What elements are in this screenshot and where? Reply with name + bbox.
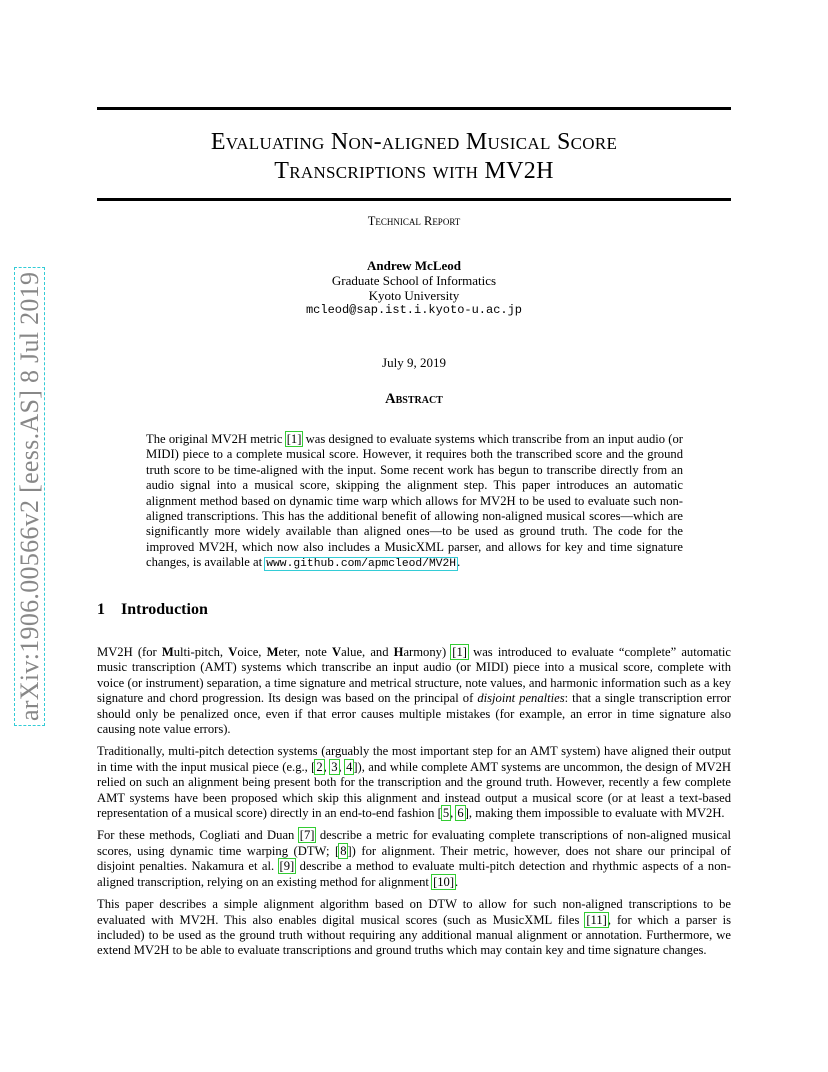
author-name: Andrew McLeod bbox=[366, 258, 461, 273]
author-affiliation-school: Graduate School of Informatics bbox=[331, 273, 497, 288]
paragraph-2 bbox=[97, 744, 731, 821]
text-run: , bbox=[450, 806, 457, 821]
section-heading bbox=[97, 601, 731, 619]
abstract-text bbox=[146, 432, 683, 573]
text-run: Traditionally, multi-pitch detection systems (arguably the most important step for an AMT system) have aligned their output in time with the input musical piece (e.g., [ bbox=[97, 744, 731, 774]
text-run: This paper describes a simple alignment algorithm based on DTW to allow for such non-aligned transcriptions to be evaluated with MV2H. This also enables digital musical scores (such as MusicXML files bbox=[97, 897, 731, 927]
paragraph-3 bbox=[97, 828, 731, 890]
paragraph-4 bbox=[97, 897, 731, 959]
text-run: was introduced to evaluate “complete” automatic music transcription (AMT) systems which transcribe an input audio (or MIDI) piece into a musical score, complete with voice (or instrument) separation, a time signature and metrical structure, note values, and harmonic information such as a key signature and chord progression. Its design was based on the principal of bbox=[97, 645, 731, 706]
text-run: describe a method to evaluate multi-pitch detection and rhythmic aspects of a non-aligned transcription, relying on an existing method for alignment bbox=[97, 859, 731, 889]
citation-link[interactable]: 2 bbox=[316, 759, 323, 774]
section-body bbox=[97, 645, 731, 966]
bold-letter: M bbox=[161, 645, 174, 659]
abstract-heading: Abstract bbox=[385, 391, 443, 407]
abstract-text-2: was designed to evaluate systems which transcribe from an input audio (or MIDI) piece to a complete musical score. However, it requires both the transcribed score and the ground truth score to be time-aligned with the input. Some recent work has begun to transcribe directly from an audio signal into a musical score, skipping the alignment step. This paper introduces an automatic alignment method based on dynamic time warp which allows for MV2H to be used to evaluate such non-aligned transcriptions. This has the additional benefit of allowing non-aligned musical scores—which are significantly more widely available than aligned ones—to be used as ground truth. The code for the improved MV2H, which now also includes a MusicXML parser, and allows for key and time signature changes, is available at bbox=[146, 432, 683, 570]
citation-link[interactable]: [1] bbox=[286, 432, 302, 446]
text-run: ]), and while complete AMT systems are uncommon, the design of MV2H relied on such an alignment being present both for the transcription and the ground truth. However, recently a few complete AMT systems have been proposed which skip this alignment and instead output a musical score (or at least a text-based representation of a musical score) directly in an end-to-end fashion [ bbox=[97, 759, 732, 821]
section-number: 1 bbox=[97, 601, 105, 618]
text-run: armony) bbox=[403, 645, 452, 659]
author-email[interactable]: mcleod@sap.ist.i.kyoto-u.ac.jp bbox=[305, 303, 523, 317]
citation-link[interactable]: 6 bbox=[457, 806, 464, 821]
text-run: . bbox=[455, 874, 459, 889]
citation-link[interactable]: 8 bbox=[340, 843, 347, 858]
text-run: : that a single transcription error should only be penalized once, even if that error causes multiple mistakes (for example, an error in time signature also causing note value errors). bbox=[97, 691, 731, 737]
text-run: eter, note bbox=[278, 645, 332, 659]
bold-letter: V bbox=[228, 645, 238, 659]
github-url-link[interactable]: www.github.com/apmcleod/MV2H bbox=[266, 558, 457, 571]
report-type: Technical Report bbox=[367, 214, 461, 228]
abstract-text-1: The original MV2H metric bbox=[146, 432, 286, 446]
title-rule-top bbox=[97, 107, 731, 110]
paragraph-1 bbox=[97, 645, 731, 737]
text-run: For these methods, Cogliati and Duan bbox=[97, 828, 299, 843]
author-block bbox=[97, 258, 731, 318]
text-run: oice, bbox=[237, 645, 267, 659]
arxiv-identifier[interactable]: arXiv:1906.00566v2 [eess.AS] 8 Jul 2019 bbox=[14, 267, 45, 726]
text-run: ], making them impossible to evaluate with MV2H. bbox=[464, 806, 725, 821]
author-affiliation-university: Kyoto University bbox=[368, 288, 460, 303]
paper-date: July 9, 2019 bbox=[382, 355, 446, 370]
text-run: , for which a parser is included) to be used as the ground truth without requiring any additional manual alignment or annotation. Furthermore, we extend MV2H to be able to evaluate transcriptions and ground truths which may contain key and time signature changes. bbox=[97, 912, 732, 958]
section-title: Introduction bbox=[121, 601, 208, 618]
citation-link[interactable]: [10] bbox=[433, 874, 455, 889]
text-run: , bbox=[323, 759, 331, 774]
citation-link[interactable]: [9] bbox=[279, 859, 295, 874]
title-rule-bottom bbox=[97, 198, 731, 201]
title-line-2: Transcriptions with MV2H bbox=[274, 158, 554, 184]
citation-link[interactable]: 3 bbox=[331, 759, 338, 774]
citation-link[interactable]: 5 bbox=[442, 806, 450, 821]
emphasis-term: disjoint penalties bbox=[477, 691, 565, 706]
abstract-text-3: . bbox=[457, 555, 461, 570]
bold-letter: V bbox=[331, 645, 342, 659]
text-run: alue, and bbox=[341, 645, 394, 659]
citation-link[interactable]: [11] bbox=[586, 912, 607, 927]
text-run: describe a metric for evaluating complete transcriptions of non-aligned musical scores, using dynamic time warping (DTW; [ bbox=[97, 828, 731, 858]
bold-letter: M bbox=[266, 645, 279, 659]
text-run: , bbox=[338, 759, 346, 774]
citation-link[interactable]: [7] bbox=[299, 828, 315, 843]
text-run: ulti-pitch, bbox=[173, 645, 229, 659]
citation-link[interactable]: [1] bbox=[452, 645, 467, 659]
text-run: MV2H (for bbox=[97, 645, 162, 659]
paper-title bbox=[97, 128, 731, 186]
text-run: ]) for alignment. Their metric, however, does not share our principal of disjoint penalties. Nakamura et al. bbox=[97, 843, 731, 874]
title-line-1: Evaluating Non-aligned Musical Score bbox=[210, 129, 618, 155]
citation-link[interactable]: 4 bbox=[346, 759, 353, 774]
bold-letter: H bbox=[393, 645, 404, 659]
